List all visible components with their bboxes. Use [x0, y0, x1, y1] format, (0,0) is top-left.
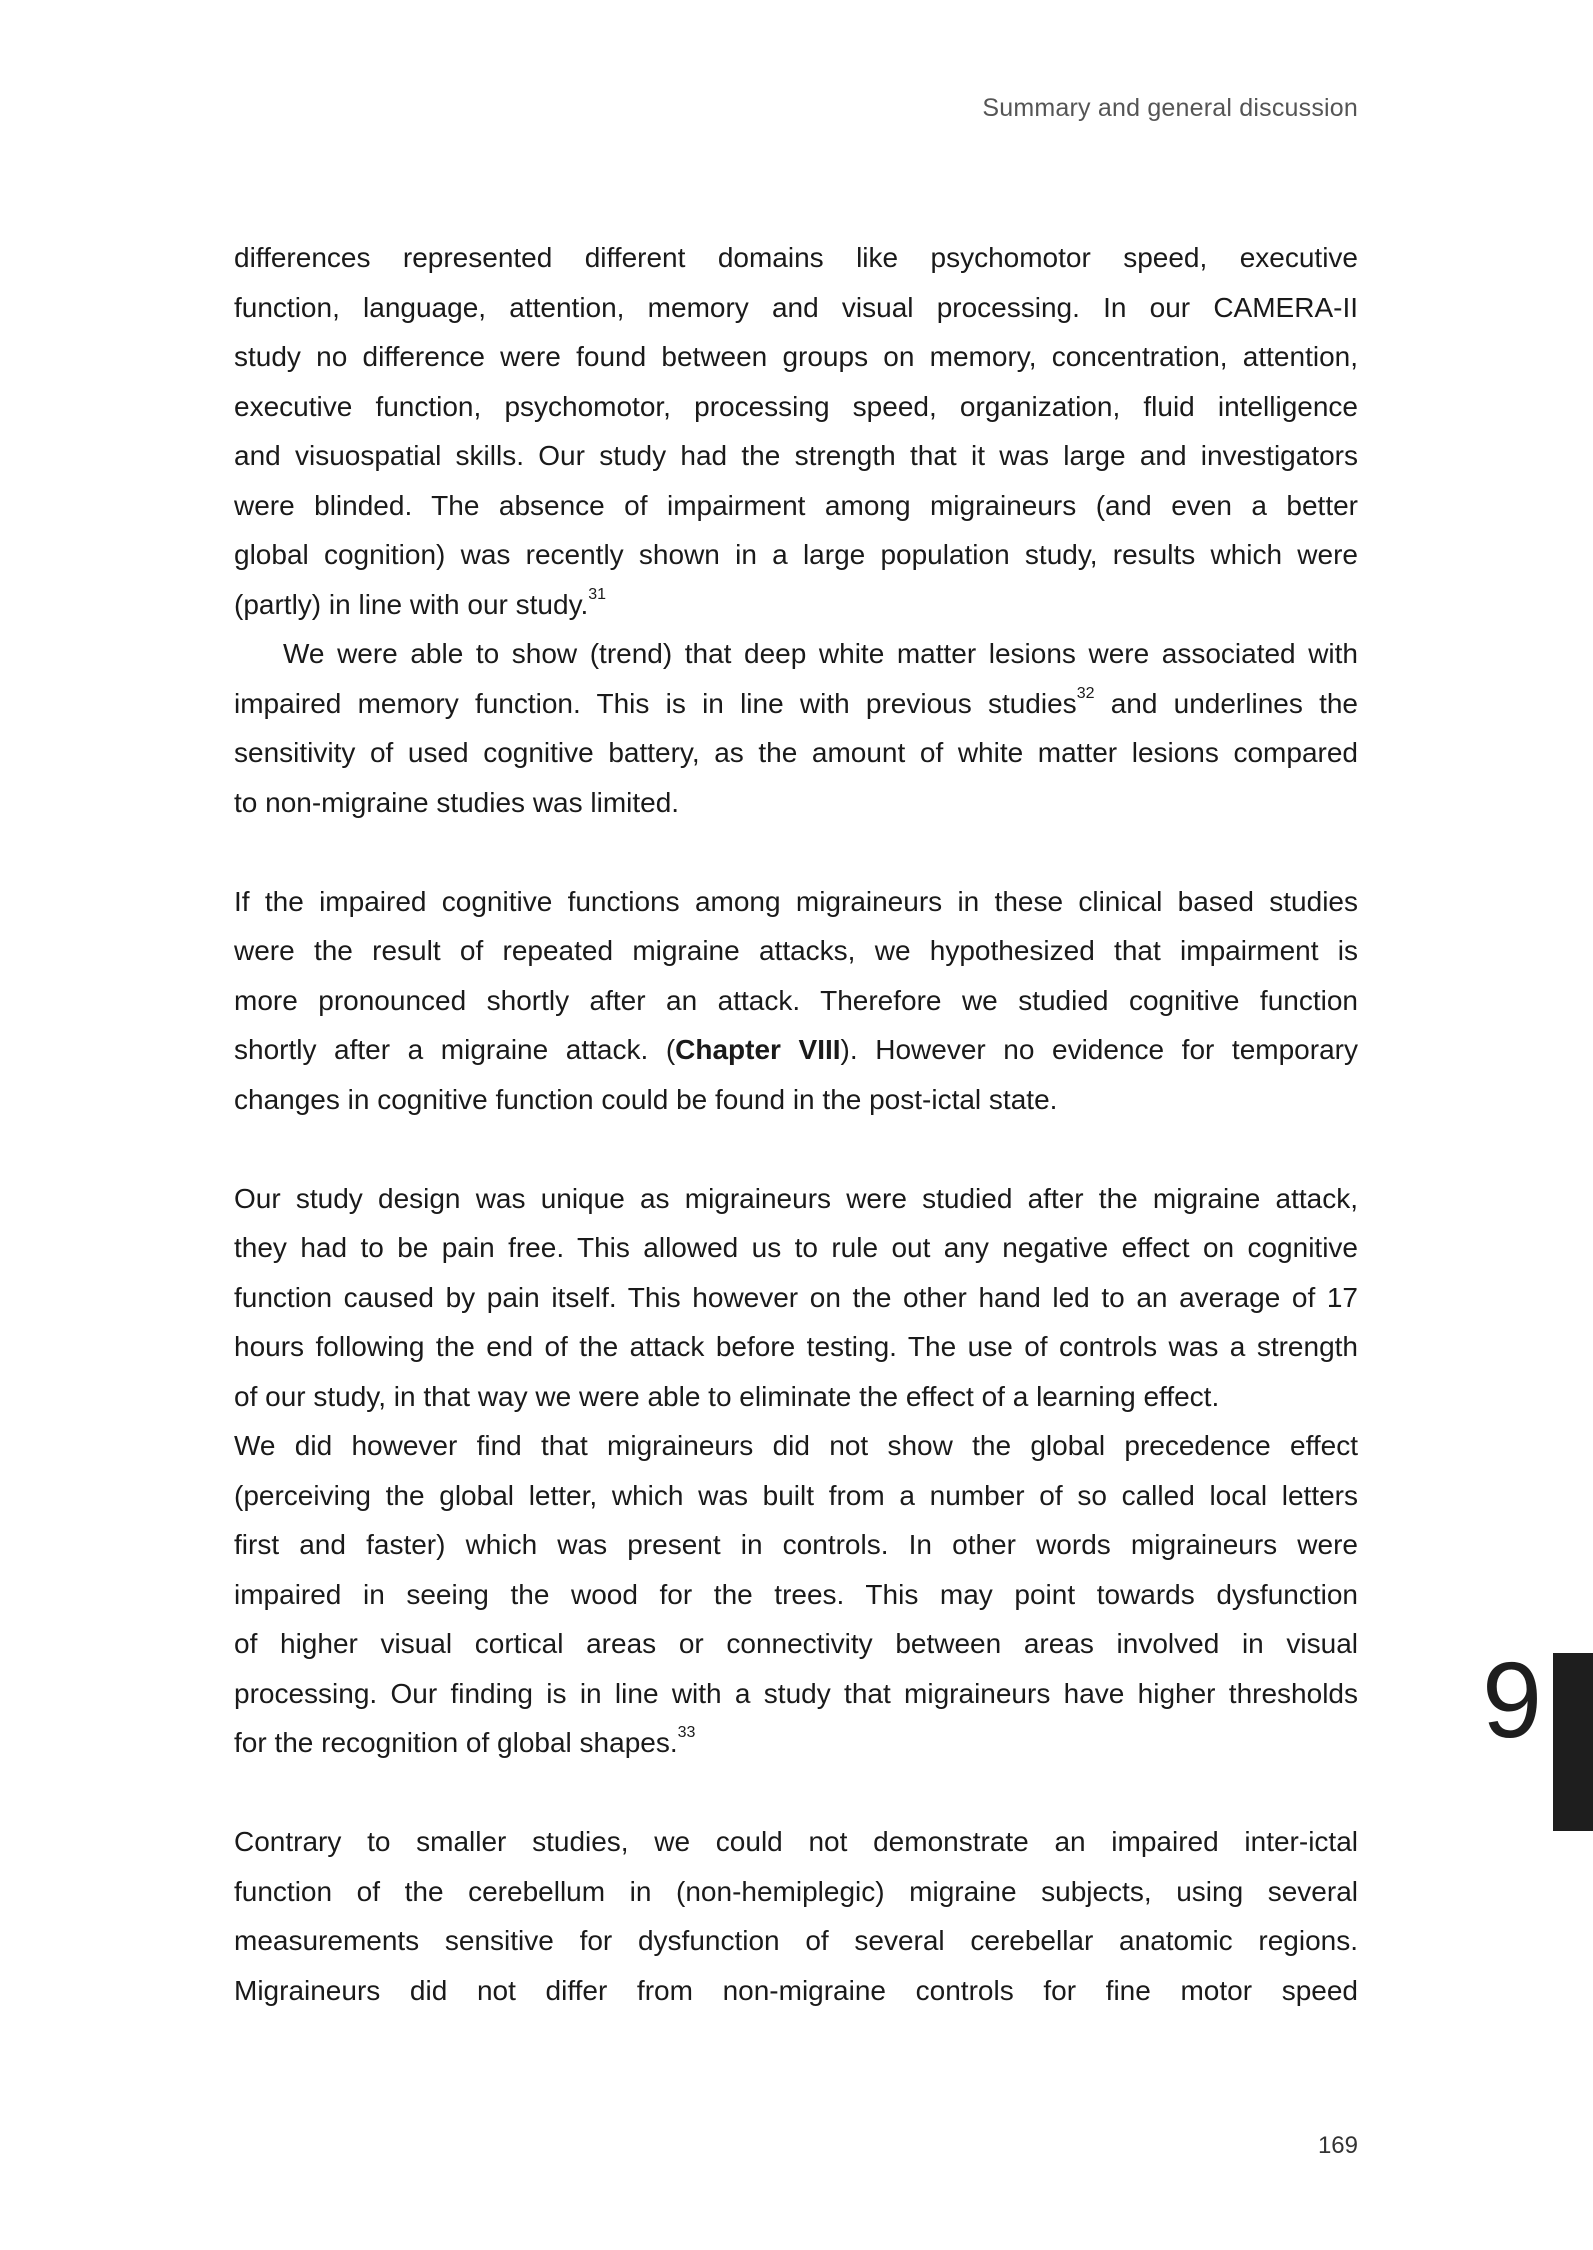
text-segment: measurements sensitive for dysfunction of several cerebellar anatomic regions. [234, 1925, 1358, 1956]
text-line [234, 530, 1358, 580]
text-line [234, 877, 1358, 927]
footnote-reference: 31 [588, 585, 607, 603]
text-segment: differences represented different domains like psychomotor speed, executive [234, 242, 1358, 273]
text-segment: and underlines the [1094, 687, 1358, 719]
text-line [234, 1619, 1358, 1669]
text-segment: shortly after a migraine attack. ( [234, 1034, 676, 1065]
text-segment: function of the cerebellum in (non-hemiplegic) migraine subjects, using several [234, 1875, 1358, 1907]
chapter-reference: Chapter VIII [675, 1034, 841, 1065]
footnote-reference: 33 [677, 1724, 696, 1741]
text-line [234, 1669, 1358, 1719]
text-line [234, 481, 1358, 531]
text-segment: changes in cognitive function could be found in the post-ictal state. [234, 1083, 1058, 1115]
text-segment: function, language, attention, memory and visual processing. In our CAMERA-II [234, 291, 1358, 323]
text-segment: more pronounced shortly after an attack. Therefore we studied cognitive function [234, 984, 1358, 1016]
text-segment: they had to be pain free. This allowed us to rule out any negative effect on cognitive [234, 1232, 1358, 1263]
page-number: 169 [1317, 2132, 1358, 2159]
text-segment: first and faster) which was present in controls. In other words migraineurs were [234, 1529, 1358, 1560]
text-line [234, 431, 1358, 481]
text-segment: Our study design was unique as migraineurs were studied after the migraine attack, [234, 1182, 1358, 1214]
text-line [234, 1025, 1358, 1075]
footnote-reference: 32 [1076, 684, 1095, 702]
text-line [234, 778, 1358, 828]
text-line [234, 1966, 1358, 2016]
text-segment: for the recognition of global shapes. [234, 1727, 678, 1758]
text-line [234, 1520, 1358, 1570]
text-segment: Contrary to smaller studies, we could not demonstrate an impaired inter-ictal [234, 1826, 1358, 1857]
text-line [283, 629, 1358, 679]
text-segment: were blinded. The absence of impairment among migraineurs (and even a better [234, 489, 1358, 521]
chapter-tab-marker [1553, 1653, 1593, 1831]
text-segment: to non-migraine studies was limited. [234, 786, 680, 818]
text-segment: study no difference were found between groups on memory, concentration, attention, [234, 341, 1358, 372]
text-segment: were the result of repeated migraine attacks, we hypothesized that impairment is [234, 935, 1358, 966]
text-line [234, 679, 1358, 729]
text-line [234, 976, 1358, 1026]
text-line [234, 1223, 1358, 1273]
text-segment: If the impaired cognitive functions among migraineurs in these clinical based studies [234, 885, 1358, 917]
text-segment: of our study, in that way we were able to eliminate the effect of a learning effect. [234, 1380, 1220, 1412]
text-line [234, 1718, 1358, 1768]
text-segment: hours following the end of the attack before testing. The use of controls was a strength [234, 1331, 1358, 1362]
text-segment: We did however find that migraineurs did not show the global precedence effect [234, 1430, 1358, 1461]
text-line [234, 1322, 1358, 1372]
text-line [234, 1916, 1358, 1966]
text-line [234, 926, 1358, 976]
text-segment: executive function, psychomotor, processing speed, organization, fluid intelligence [234, 390, 1358, 422]
text-segment: processing. Our finding is in line with a study that migraineurs have higher thresholds [234, 1677, 1358, 1709]
text-line [234, 728, 1358, 778]
running-header: Summary and general discussion [982, 94, 1358, 122]
text-segment: of higher visual cortical areas or connectivity between areas involved in visual [234, 1628, 1358, 1659]
text-segment: sensitivity of used cognitive battery, as the amount of white matter lesions compared [234, 737, 1358, 768]
text-segment: and visuospatial skills. Our study had the strength that it was large and investigators [234, 440, 1358, 471]
text-line [234, 1817, 1358, 1867]
text-line [234, 382, 1358, 432]
text-segment: ). However no evidence for temporary [840, 1034, 1358, 1065]
text-line [234, 1372, 1358, 1422]
text-segment: (partly) in line with our study. [234, 588, 589, 620]
text-segment: impaired memory function. This is in line with previous studies [234, 687, 1077, 719]
text-line [234, 1570, 1358, 1620]
text-segment: We were able to show (trend) that deep white matter lesions were associated with [283, 638, 1358, 669]
text-line [234, 1174, 1358, 1224]
text-line [234, 1867, 1358, 1917]
text-segment: global cognition) was recently shown in a large population study, results which were [234, 539, 1358, 570]
text-line [234, 233, 1358, 283]
text-segment: Migraineurs did not differ from non-migraine controls for fine motor speed [234, 1974, 1358, 2006]
text-line [234, 332, 1358, 382]
text-line [234, 283, 1358, 333]
text-line [234, 1471, 1358, 1521]
text-segment: function caused by pain itself. This however on the other hand led to an average of 17 [234, 1281, 1358, 1313]
text-line [234, 1075, 1358, 1125]
text-segment: (perceiving the global letter, which was built from a number of so called local letters [234, 1479, 1358, 1511]
text-line [234, 1273, 1358, 1323]
text-line [234, 1421, 1358, 1471]
text-line [234, 580, 1358, 630]
text-segment: impaired in seeing the wood for the trees. This may point towards dysfunction [234, 1578, 1358, 1610]
chapter-number: 9 [1482, 1639, 1543, 1760]
